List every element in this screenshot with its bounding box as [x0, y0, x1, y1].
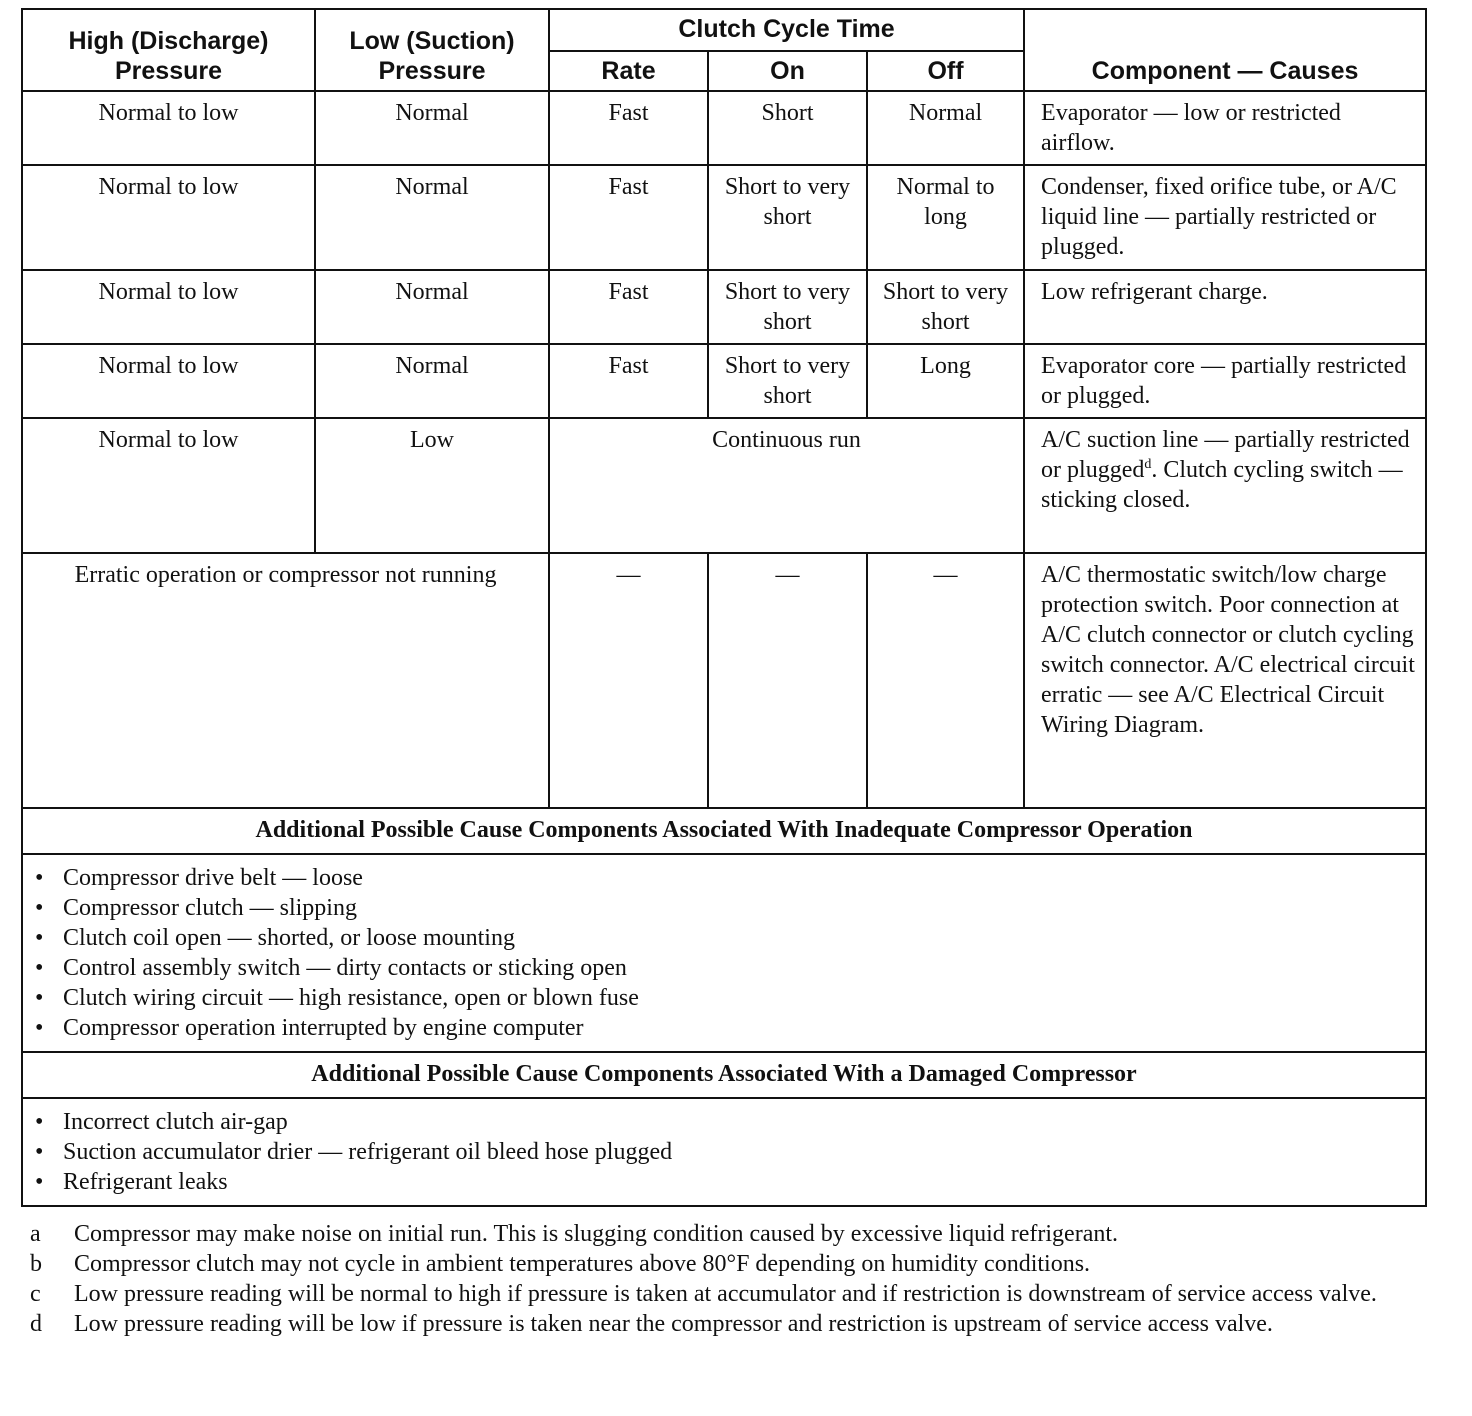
header-low-pressure: Low (Suction) Pressure	[315, 9, 549, 91]
footnote-a	[30, 1219, 1430, 1249]
list-item-text: Compressor drive belt — loose	[63, 865, 363, 891]
bullet-icon: •	[35, 955, 44, 981]
cause-text: A/C suction line — partially restricted or plugged	[1041, 427, 1410, 483]
list-item-text: Incorrect clutch air-gap	[63, 1109, 288, 1135]
cell-low: Normal	[315, 344, 549, 418]
cell-clutch-cycle: Continuous run	[549, 418, 1024, 553]
header-rate: Rate	[549, 51, 708, 91]
list-item	[31, 1137, 1417, 1167]
footnote-key: a	[30, 1221, 41, 1247]
list-item-text: Compressor operation interrupted by engine computer	[63, 1015, 584, 1041]
ac-diagnosis-table	[21, 8, 1427, 1207]
cell-high: Normal to low	[22, 91, 315, 165]
footnote-text: Compressor may make noise on initial run. This is slugging condition caused by excessive liquid refrigerant.	[74, 1221, 1119, 1247]
list-item-text: Clutch coil open — shorted, or loose mounting	[63, 925, 515, 951]
cell-rate: Fast	[549, 270, 708, 344]
cell-on: Short to very short	[708, 270, 867, 344]
cell-on: Short to very short	[708, 344, 867, 418]
damaged-compressor-list	[22, 1098, 1426, 1206]
bullet-icon: •	[35, 865, 44, 891]
cell-rate: Fast	[549, 91, 708, 165]
cell-low: Normal	[315, 165, 549, 270]
list-item	[31, 893, 1417, 923]
header-on: On	[708, 51, 867, 91]
table-row	[22, 553, 1426, 808]
header-off: Off	[867, 51, 1024, 91]
header-high-pressure: High (Discharge) Pressure	[22, 9, 315, 91]
footnote-text: Low pressure reading will be low if pressure is taken near the compressor and restriction is upstream of service access valve.	[74, 1311, 1273, 1337]
cell-on: Short	[708, 91, 867, 165]
footnote-key: c	[30, 1281, 41, 1307]
list-item	[31, 1167, 1417, 1197]
list-item	[31, 1013, 1417, 1043]
cell-off: Normal to long	[867, 165, 1024, 270]
cell-cause	[1024, 418, 1426, 553]
table-row	[22, 418, 1426, 553]
cell-low: Low	[315, 418, 549, 553]
list-item-text: Compressor clutch — slipping	[63, 895, 357, 921]
cell-off: Normal	[867, 91, 1024, 165]
bullet-icon: •	[35, 1109, 44, 1135]
list-item-text: Control assembly switch — dirty contacts or sticking open	[63, 955, 627, 981]
cell-cause: A/C thermostatic switch/low charge protection switch. Poor connection at A/C clutch connector or clutch cycling switch connector. A/C electrical circuit erratic — see A/C Electrical Circuit Wiring Diagram.	[1024, 553, 1426, 808]
cell-high: Normal to low	[22, 344, 315, 418]
cell-cause: Evaporator core — partially restricted or plugged.	[1024, 344, 1426, 418]
cause-text: . Clutch cycling switch — sticking closed.	[1041, 457, 1403, 513]
table-header	[22, 9, 1426, 91]
cell-high: Normal to low	[22, 418, 315, 553]
list-item	[31, 863, 1417, 893]
cell-off: Short to very short	[867, 270, 1024, 344]
inadequate-operation-list	[22, 854, 1426, 1052]
cell-high: Normal to low	[22, 270, 315, 344]
table-row	[22, 344, 1426, 418]
bullet-icon: •	[35, 1139, 44, 1165]
cell-off: —	[867, 553, 1024, 808]
footnote-b	[30, 1249, 1430, 1279]
table-row	[22, 165, 1426, 270]
cell-rate: Fast	[549, 165, 708, 270]
cell-rate: Fast	[549, 344, 708, 418]
header-clutch-cycle-time: Clutch Cycle Time	[549, 9, 1024, 51]
list-item-text: Suction accumulator drier — refrigerant oil bleed hose plugged	[63, 1139, 673, 1165]
footnote-text: Low pressure reading will be normal to high if pressure is taken at accumulator and if restriction is downstream of service access valve.	[74, 1281, 1377, 1307]
footnote-key: d	[30, 1311, 42, 1337]
cell-on: Short to very short	[708, 165, 867, 270]
bullet-icon: •	[35, 1169, 44, 1195]
cell-rate: —	[549, 553, 708, 808]
cell-low: Normal	[315, 91, 549, 165]
footnotes	[30, 1219, 1430, 1339]
bullet-icon: •	[35, 1015, 44, 1041]
bullet-icon: •	[35, 925, 44, 951]
cell-off: Long	[867, 344, 1024, 418]
footnote-key: b	[30, 1251, 42, 1277]
cell-low: Normal	[315, 270, 549, 344]
list-item	[31, 983, 1417, 1013]
list-item	[31, 1107, 1417, 1137]
cell-high: Normal to low	[22, 165, 315, 270]
footnote-text: Compressor clutch may not cycle in ambient temperatures above 80°F depending on humidity conditions.	[74, 1251, 1091, 1277]
footnote-ref: d	[1144, 457, 1152, 472]
footnote-c	[30, 1279, 1430, 1309]
bullet-icon: •	[35, 895, 44, 921]
header-component-causes: Component — Causes	[1024, 9, 1426, 91]
damaged-compressor-title: Additional Possible Cause Components Associated With a Damaged Compressor	[22, 1052, 1426, 1098]
list-item	[31, 923, 1417, 953]
cell-cause: Low refrigerant charge.	[1024, 270, 1426, 344]
list-item-text: Clutch wiring circuit — high resistance, open or blown fuse	[63, 985, 639, 1011]
inadequate-operation-title: Additional Possible Cause Components Associated With Inadequate Compressor Operation	[22, 808, 1426, 854]
table-row	[22, 91, 1426, 165]
cell-cause: Evaporator — low or restricted airflow.	[1024, 91, 1426, 165]
list-item-text: Refrigerant leaks	[63, 1169, 228, 1195]
footnote-d	[30, 1309, 1430, 1339]
list-item	[31, 953, 1417, 983]
cell-cause: Condenser, fixed orifice tube, or A/C liquid line — partially restricted or plugged.	[1024, 165, 1426, 270]
cell-on: —	[708, 553, 867, 808]
bullet-icon: •	[35, 985, 44, 1011]
table-row	[22, 270, 1426, 344]
cell-pressure: Erratic operation or compressor not running	[22, 553, 549, 808]
